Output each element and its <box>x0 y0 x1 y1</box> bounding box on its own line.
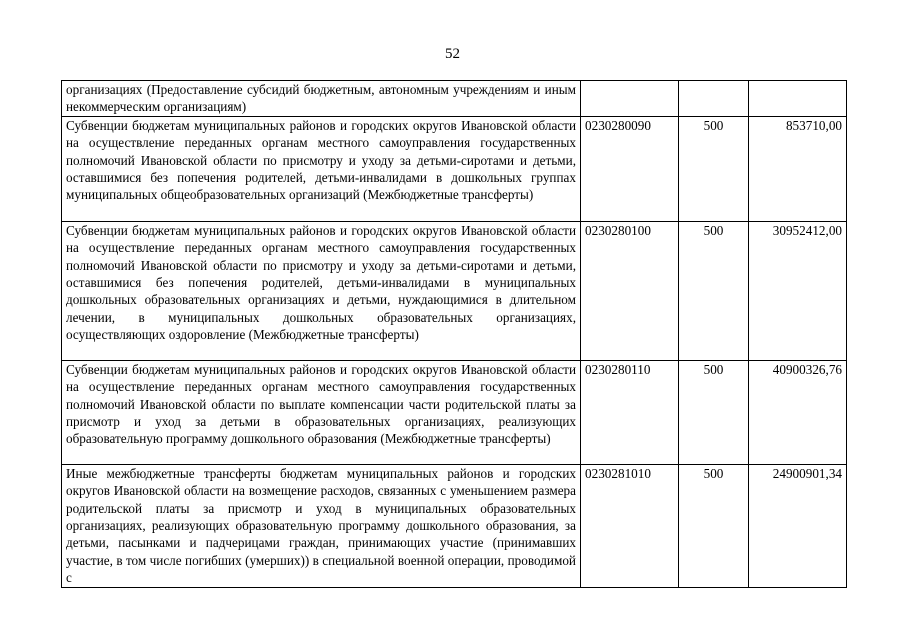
table-row <box>62 221 847 360</box>
row-code: 0230281010 <box>581 464 679 587</box>
table-row <box>62 116 847 221</box>
row-amount: 24900901,34 <box>749 464 847 587</box>
row-amount: 30952412,00 <box>749 221 847 360</box>
table-row <box>62 360 847 464</box>
row-description: Иные межбюджетные трансферты бюджетам муниципальных районов и городских округов Ивановской области на возмещение расходов, связанных с уменьшением размера родительской платы за присмотр и уход в муниципальных образовательных организациях, реализующих образовательную программу дошкольного образования, за детьми, пасынками и падчерицами граждан, принимающих участие (принимавших участие, в том числе погибших (умерших)) в специальной военной операции, проводимой с <box>62 464 581 587</box>
row-description: Субвенции бюджетам муниципальных районов и городских округов Ивановской области на осуществление переданных органам местного самоуправления государственных полномочий Ивановской области по присмотру и уходу за детьми-сиротами и детьми, оставшимися без попечения родителей, детьми-инвалидами в дошкольных группах муниципальных общеобразовательных организаций (Межбюджетные трансферты) <box>62 116 581 221</box>
row-code: 0230280090 <box>581 116 679 221</box>
row-code: 0230280110 <box>581 360 679 464</box>
table-row <box>62 81 847 117</box>
table-row <box>62 464 847 587</box>
row-amount: 40900326,76 <box>749 360 847 464</box>
row-amount: 853710,00 <box>749 116 847 221</box>
page-number: 52 <box>445 46 460 62</box>
row-expense-type: 500 <box>679 116 749 221</box>
row-expense-type: 500 <box>679 360 749 464</box>
row-description: организациях (Предоставление субсидий бюджетным, автономным учреждениям и иным некоммерческим организациям) <box>62 81 581 117</box>
row-expense-type: 500 <box>679 221 749 360</box>
row-expense-type <box>679 81 749 117</box>
row-code <box>581 81 679 117</box>
row-amount <box>749 81 847 117</box>
row-description: Субвенции бюджетам муниципальных районов и городских округов Ивановской области на осуществление переданных органам местного самоуправления государственных полномочий Ивановской области по присмотру и уходу за детьми-сиротами и детьми, оставшимися без попечения родителей, детьми-инвалидами в муниципальных дошкольных образовательных организациях и детьми, нуждающимися в длительном лечении, в муниципальных дошкольных образовательных организациях, осуществляющих оздоровление (Межбюджетные трансферты) <box>62 221 581 360</box>
row-expense-type: 500 <box>679 464 749 587</box>
budget-table <box>61 80 847 588</box>
row-description: Субвенции бюджетам муниципальных районов и городских округов Ивановской области на осуществление переданных органам местного самоуправления государственных полномочий Ивановской области по выплате компенсации части родительской платы за присмотр и уход за детьми в образовательных организациях, реализующих образовательную программу дошкольного образования (Межбюджетные трансферты) <box>62 360 581 464</box>
row-code: 0230280100 <box>581 221 679 360</box>
